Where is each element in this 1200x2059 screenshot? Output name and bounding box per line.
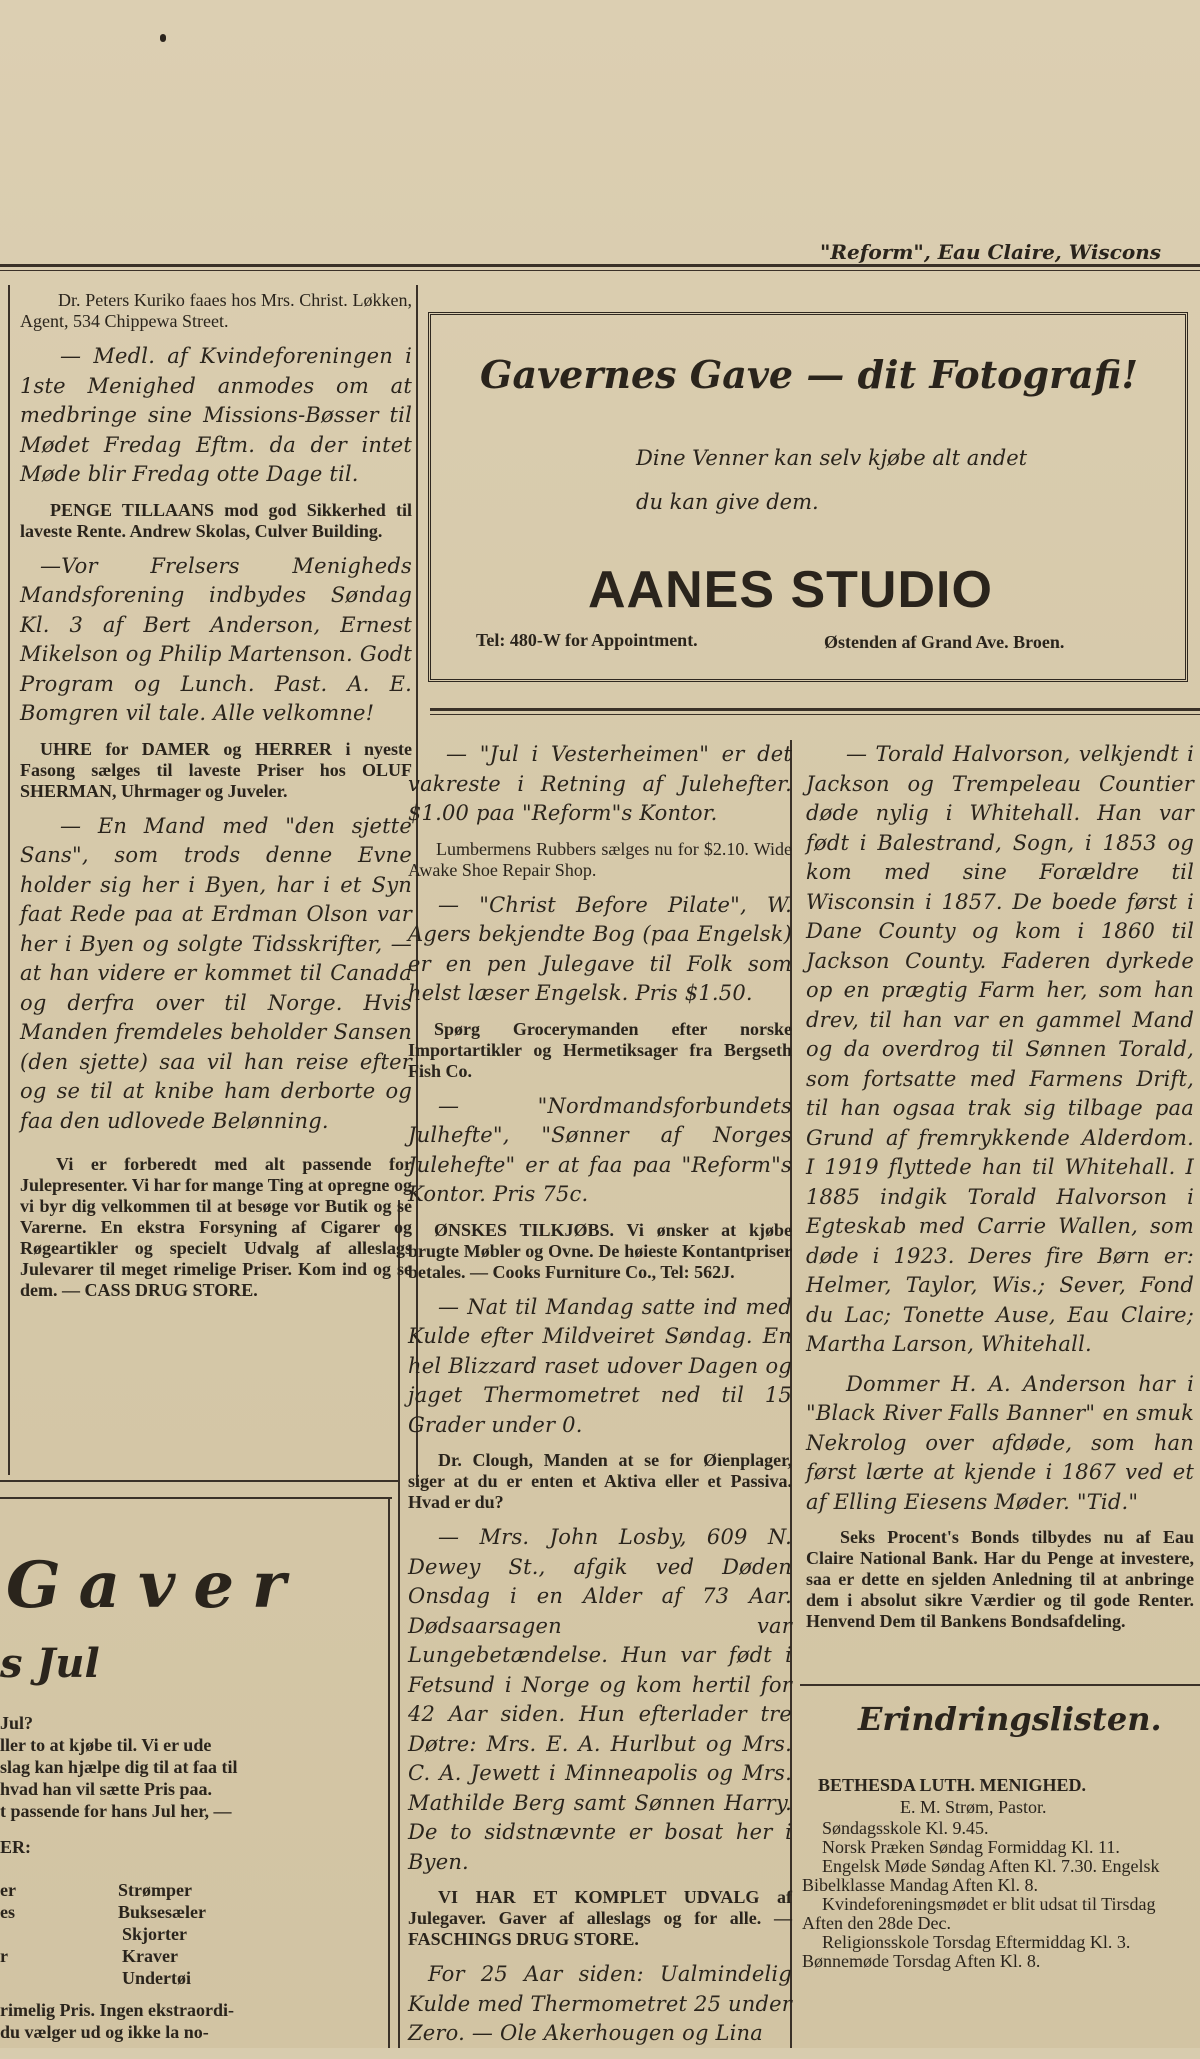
gaver-footer-2: du vælger ud og ikke la no-	[0, 2022, 209, 2042]
item-bonds: Seks Procent's Bonds tilbydes nu af Eau Claire National Bank. Har du Penge at investere, saa er dette en sjelden Anledning til at anbringe dem i absolut sikre Værdier og til gode Renter. Henvend Dem til Bankens Bondsafdeling.	[806, 1527, 1194, 1631]
item-penge: PENGE TILLAANS mod god Sikkerhed til laveste Rente. Andrew Skolas, Culver Building.	[20, 499, 412, 541]
schedule-item: Kvindeforeningsmødet er blit udsat til Tirsdag Aften den 28de Dec.	[802, 1894, 1156, 1933]
erindring-title: Erindringslisten.	[858, 1700, 1162, 1738]
gaver-line: ER:	[0, 1837, 31, 1857]
church-name: BETHESDA LUTH. MENIGHED.	[818, 1775, 1087, 1795]
item-kulde: — Nat til Mandag satte ind med Kulde efter Mildveiret Søndag. En hel Blizzard raset udover Dagen og jaget Thermometret ned til 15 Grader under 0.	[408, 1294, 792, 1437]
item-onskes: ØNSKES TILKJØBS. Vi ønsker at kjøbe brugte Møbler og Ovne. De høieste Kontantpriser betales. — Cooks Furniture Co., Tel: 562J.	[408, 1219, 792, 1282]
gaver-list-right: Undertøi	[122, 1968, 191, 1988]
top-rule	[0, 264, 1200, 267]
item-kuriko: Dr. Peters Kuriko faaes hos Mrs. Christ. Løkken, Agent, 534 Chippewa Street.	[20, 290, 412, 331]
church-schedule	[802, 1819, 1194, 1971]
item-kvindeforening: — Medl. af Kvindeforeningen i 1ste Menighed anmodes om at medbringe sine Missions-Bøsser til Mødet Fredag Eftm. da der intet Møde blir Fredag otte Dage til.	[20, 344, 412, 486]
studio-ad-title: Gavernes Gave — dit Fotografi!	[480, 352, 1139, 397]
gaver-list-right: Strømper	[118, 1880, 192, 1900]
item-cass-drug: Vi er forberedt med alt passende for Julepresenter. Vi har for mange Ting at opregne og vi byr dig velkommen til at besøge vor Butik og se Varerne. En ekstra Forsyning af Cigarer og Røgeartikler og specielt Udvalg af alleslags Julevarer til meget rimelige Priser. Kom ind og se dem. — CASS DRUG STORE.	[20, 1154, 412, 1300]
gaver-subtitle: s Jul	[0, 1640, 100, 1687]
gaver-right-rule	[388, 1497, 390, 2048]
masthead: "Reform", Eau Claire, Wiscons	[820, 240, 1162, 264]
gaver-footer-1: rimelig Pris. Ingen ekstraordi-	[0, 2000, 234, 2020]
gaver-body	[0, 1712, 384, 1858]
studio-address: Østenden af Grand Ave. Broen.	[824, 632, 1065, 652]
gaver-list-right: Kraver	[122, 1946, 178, 1966]
schedule-item: Søndagsskole Kl. 9.45.	[822, 1818, 989, 1838]
gaver-title: Gaver	[6, 1548, 304, 1623]
item-frelsers: —Vor Frelsers Menigheds Mandsforening indbydes Søndag Kl. 3 af Bert Anderson, Ernest Mikelson og Philip Martenson. Godt Program og Lunch. Past. A. E. Bomgren vil tale. Alle velkomne!	[20, 553, 412, 725]
schedule-item: Religionsskole Torsdag Eftermiddag Kl. 3. Bønnemøde Torsdag Aften Kl. 8.	[802, 1932, 1131, 1971]
gaver-top-rule	[0, 1497, 392, 1499]
gaver-list-left: r	[0, 1946, 8, 1966]
gaver-list-right: Buksesæler	[118, 1902, 207, 1922]
item-dommer: Dommer H. A. Anderson har i "Black River Falls Banner" en smuk Nekrolog over afdøde, som han først lærte at kjende i 1867 ved et af Elling Eiesens Møder. "Tid."	[806, 1371, 1194, 1514]
gaver-line: slag kan hjælpe dig til at faa til	[0, 1757, 238, 1777]
item-torald: — Torald Halvorson, velkjendt i Jackson og Trempeleau Countier døde nylig i Whitehall. Han var født i Balestrand, Sogn, i 1853 og kom med sine Forældre til Wisconsin i 1857. De boede først i Dane County og kom i 1860 til Jackson County. Faderen dyrkede op en prægtig Farm her, som han drev, til han var en gammel Mand og da overdrog til Sønnen Torald, som fortsatte med Farmens Drift, til han ogsaa trak sig tilbage paa Grund af fremrykkende Alderdom. I 1919 flyttede han til Whitehall. I 1885 indgik Torald Halvorson i Egteskab med Carrie Wallen, som døde i 1923. Deres fire Børn er: Helmer, Taylor, Wis.; Sever, Fond du Lac; Tonette Ause, Eau Claire; Martha Larson, Whitehall.	[806, 742, 1194, 1356]
gaver-list-right: Skjorter	[122, 1924, 187, 1944]
gaver-list-left: es	[0, 1902, 15, 1922]
left-bottom-rule	[0, 1480, 398, 1482]
item-christ-pilate: — "Christ Before Pilate", W. Agers bekjendte Bog (paa Engelsk) er en pen Julegave til Folk som helst læser Engelsk. Pris $1.50.	[408, 892, 792, 1005]
right-column	[806, 740, 1194, 1642]
item-sjette-sans: — En Mand med "den sjette Sans", som trods denne Evne holder sig her i Byen, har i et Syn faat Rede paa at Erdman Olson var her i Byen og solgte Tidsskrifter, — at han videre er kommet til Canada og derfra over til Norge. Hvis Manden fremdeles beholder Sansen (den sjette) saa vil han reise efter og se til at knibe ham derborte og faa den udlovede Belønning.	[20, 813, 412, 1133]
gaver-line	[0, 1822, 384, 1836]
ad-bottom-rule	[430, 708, 1200, 711]
church-pastor: E. M. Strøm, Pastor.	[900, 1797, 1047, 1817]
item-rubbers: Lumbermens Rubbers sælges nu for $2.10. Wide Awake Shoe Repair Shop.	[408, 838, 792, 880]
gaver-line: t passende for hans Jul her, —	[0, 1801, 232, 1821]
schedule-item: Norsk Præken Søndag Formiddag Kl. 11.	[822, 1837, 1120, 1857]
item-clough: Dr. Clough, Manden at se for Øienplager, siger at du er enten et Aktiva eller et Passiva. Hvad er du?	[408, 1450, 792, 1512]
ad-bottom-rule-thin	[430, 714, 1200, 715]
item-uhre: UHRE for DAMER og HERRER i nyeste Fasong sælges til laveste Priser hos OLUF SHERMAN, Uhrmager og Juveler.	[20, 738, 412, 801]
gaver-list-left: er	[0, 1880, 16, 1900]
schedule-item: Engelsk Møde Søndag Aften Kl. 7.30. Engelsk Bibelklasse Mandag Aften Kl. 8.	[802, 1856, 1160, 1895]
item-bergseth: Spørg Grocerymanden efter norske Importartikler og Hermetiksager fra Bergseth Fish Co.	[408, 1018, 792, 1081]
column-rule-1b	[398, 1200, 400, 2048]
item-faschings: VI HAR ET KOMPLET UDVALG af Julegaver. Gaver af alleslags og for alle. — FASCHINGS DRUG STORE.	[408, 1887, 792, 1949]
studio-ad-line1: Dine Venner kan selv kjøbe alt andet	[636, 446, 1028, 470]
erindring-rule	[800, 1684, 1200, 1686]
gaver-line: ller to at kjøbe til. Vi er ude	[0, 1735, 212, 1755]
gaver-line: Jul?	[0, 1713, 34, 1733]
top-rule-thin	[0, 270, 1200, 271]
item-jul-vesterheimen: — "Jul i Vesterheimen" er det vakreste i Retning af Julehefter. $1.00 paa "Reform"s Kontor.	[408, 742, 792, 825]
left-column	[20, 290, 412, 1311]
studio-ad-line2: du kan give dem.	[636, 490, 819, 514]
middle-column	[408, 740, 792, 2059]
ink-mark	[160, 34, 166, 42]
studio-tel: Tel: 480-W for Appointment.	[476, 630, 698, 650]
item-25-aar: For 25 Aar siden: Ualmindelig Kulde med Thermometret 25 under Zero. — Ole Akerhougen og Lina	[408, 1962, 792, 2045]
item-losby: — Mrs. John Losby, 609 N. Dewey St., afgik ved Døden Onsdag i en Alder af 73 Aar. Dødsaarsagen var Lungebetændelse. Hun var født i Fetsund i Norge og kom hertil for 42 Aar siden. Hun efterlader tre Døtre: Mrs. E. A. Hurlbut og Mrs. C. A. Jewett i Minneapolis og Mrs. Mathilde Berg samt Sønnen Harry. De to sidstnævnte er bosat her i Byen.	[408, 1525, 792, 1874]
gaver-line: hvad han vil sætte Pris paa.	[0, 1779, 213, 1799]
studio-name: AANES STUDIO	[588, 561, 993, 619]
left-edge-rule	[8, 285, 10, 1475]
item-julhefte: — "Nordmandsforbundets Julhefte", "Sønner af Norges Julehefte" er at faa paa "Reform"s Kontor. Pris 75c.	[408, 1093, 792, 1206]
